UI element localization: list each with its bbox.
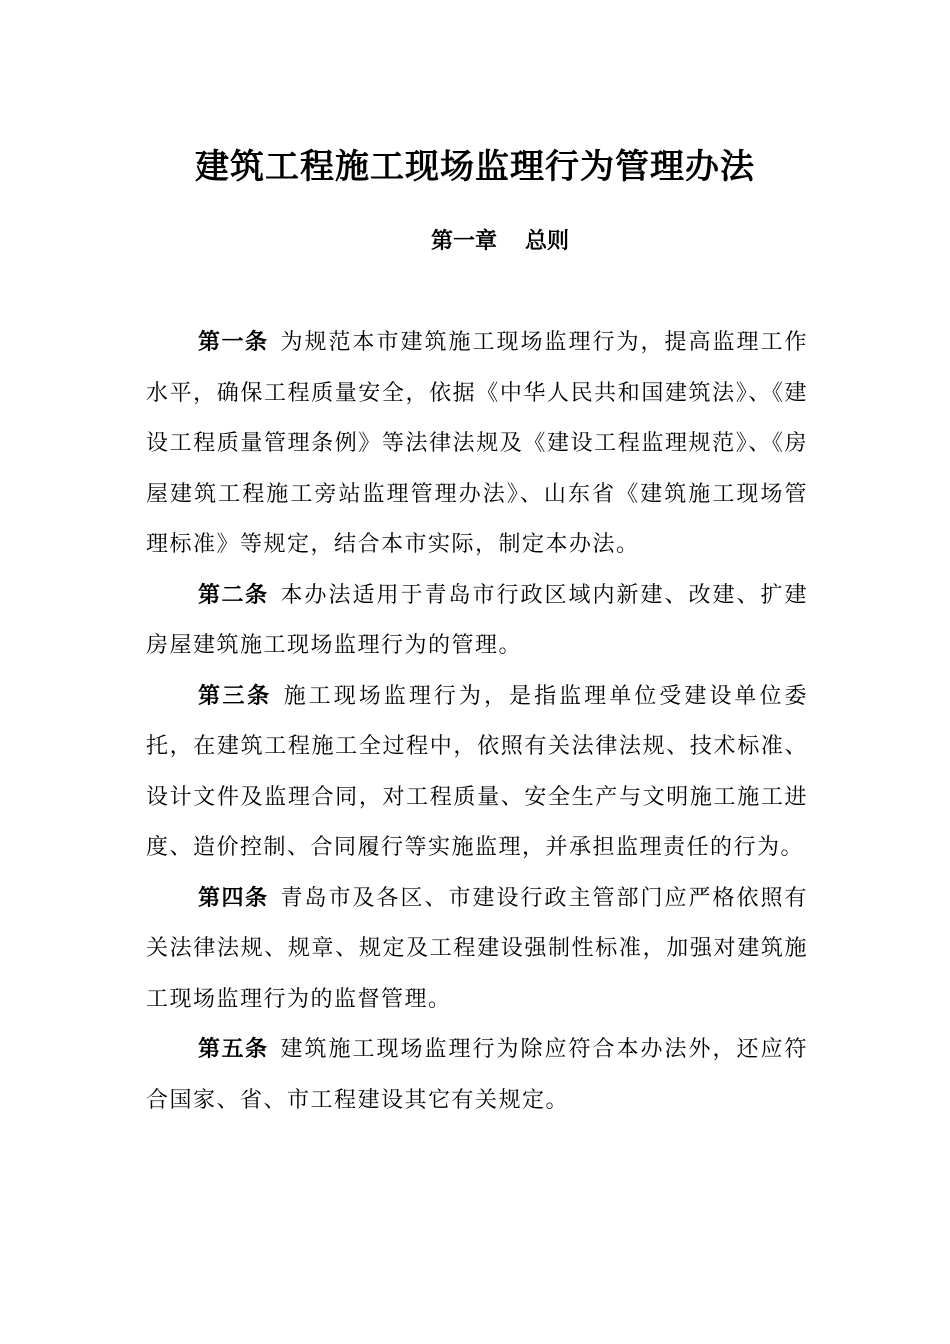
article-1 xyxy=(146,318,808,571)
article-label: 第二条 xyxy=(198,582,269,608)
article-text: 为规范本市建筑施工现场监理行为，提高监理工作水平，确保工程质量安全，依据《中华人民共和国建筑法》、《建设工程质量管理条例》等法律法规及《建设工程监理规范》、《房屋建筑工程施工旁站监理管理办法》、山东省《建筑施工现场管理标准》等规定，结合本市实际，制定本办法。 xyxy=(146,330,808,557)
chapter-number: 第一章 xyxy=(430,229,497,254)
article-4 xyxy=(146,874,808,1026)
article-label: 第四条 xyxy=(198,885,269,911)
article-5 xyxy=(146,1025,808,1126)
article-label: 第三条 xyxy=(198,683,272,709)
article-3 xyxy=(146,672,808,874)
article-label: 第一条 xyxy=(198,330,269,355)
article-label: 第五条 xyxy=(198,1037,269,1062)
article-text: 建筑施工现场监理行为除应符合本办法外，还应符合国家、省、市工程建设其它有关规定。 xyxy=(146,1037,808,1113)
chapter-name: 总则 xyxy=(525,229,570,254)
article-2 xyxy=(146,571,808,672)
document-body xyxy=(146,318,808,1126)
chapter-heading xyxy=(0,222,950,262)
article-text: 青岛市及各区、市建设行政主管部门应严格依照有关法律法规、规章、规定及工程建设强制性标准，加强对建筑施工现场监理行为的监督管理。 xyxy=(146,885,808,1012)
document-title: 建筑工程施工现场监理行为管理办法 xyxy=(195,146,755,187)
article-text: 施工现场监理行为，是指监理单位受建设单位委托，在建筑工程施工全过程中，依照有关法律法规、技术标准、设计文件及监理合同，对工程质量、安全生产与文明施工施工进度、造价控制、合同履行等实施监理，并承担监理责任的行为。 xyxy=(146,683,808,860)
article-text: 本办法适用于青岛市行政区域内新建、改建、扩建房屋建筑施工现场监理行为的管理。 xyxy=(146,582,808,658)
